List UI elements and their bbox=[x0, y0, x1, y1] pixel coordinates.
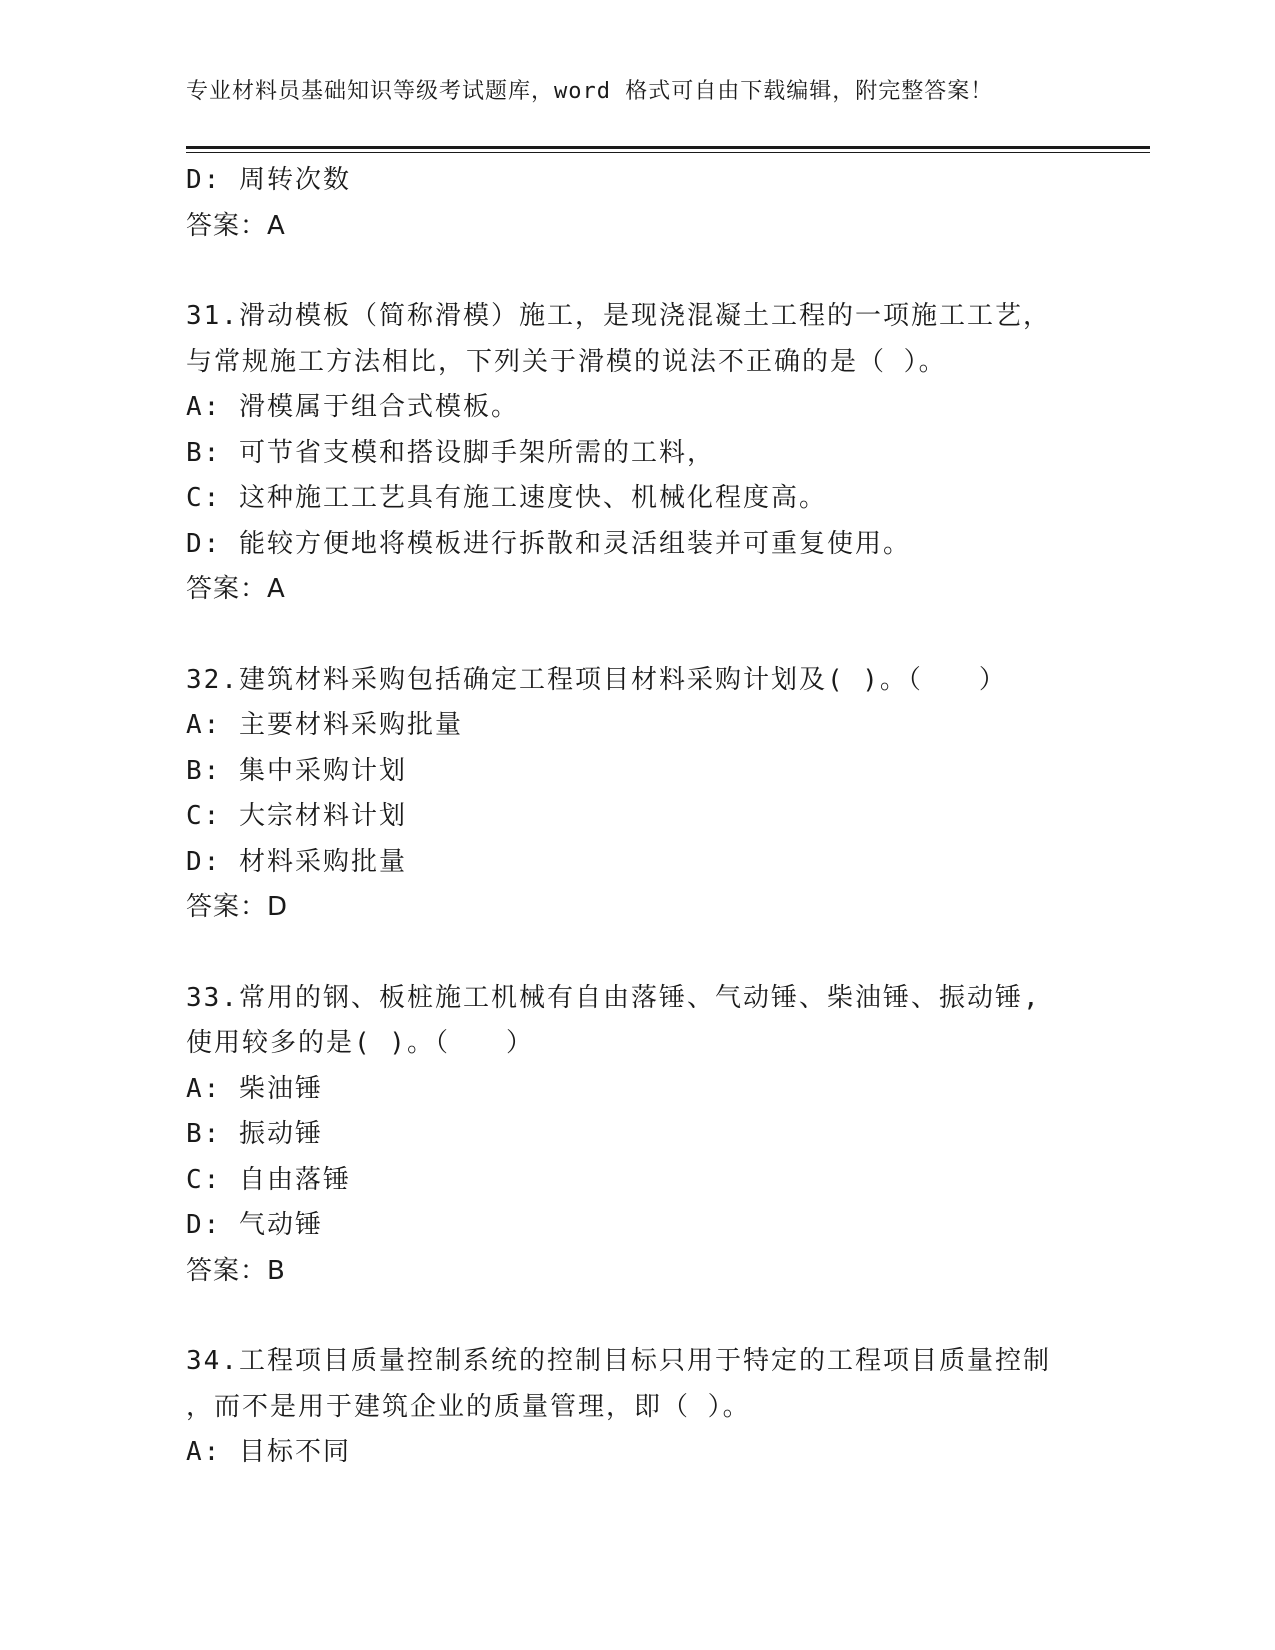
question-32 bbox=[186, 658, 1086, 931]
question-stem: 33.常用的钢、板桩施工机械有自由落锤、气动锤、柴油锤、振动锤, bbox=[186, 982, 1041, 1013]
answer: 答案：A bbox=[186, 210, 286, 241]
question-33 bbox=[186, 976, 1086, 1295]
answer: 答案：D bbox=[186, 892, 289, 922]
option-d: D: 气动锤 bbox=[186, 1210, 323, 1240]
option-a: A: 目标不同 bbox=[186, 1437, 351, 1467]
question-34 bbox=[186, 1339, 1086, 1476]
question-stem: 使用较多的是( )。（ ） bbox=[186, 1028, 534, 1058]
option-d: D: 材料采购批量 bbox=[186, 846, 407, 877]
option-a: A: 柴油锤 bbox=[186, 1073, 323, 1104]
answer: 答案：A bbox=[186, 574, 286, 604]
question-31 bbox=[186, 294, 1086, 613]
option-b: B: 振动锤 bbox=[186, 1119, 323, 1149]
option-c: C: 自由落锤 bbox=[186, 1164, 351, 1195]
option-a: A: 主要材料采购批量 bbox=[186, 710, 463, 740]
header-rule-thin bbox=[186, 152, 1150, 153]
question-stem: 与常规施工方法相比，下列关于滑模的说法不正确的是（ ）。 bbox=[186, 346, 947, 377]
question-30-tail bbox=[186, 158, 1086, 249]
question-list bbox=[186, 158, 1086, 1476]
option-c: C: 大宗材料计划 bbox=[186, 801, 407, 831]
question-stem: 34.工程项目质量控制系统的控制目标只用于特定的工程项目质量控制 bbox=[186, 1346, 1051, 1376]
option-d: D: 能较方便地将模板进行拆散和灵活组装并可重复使用。 bbox=[186, 528, 911, 559]
question-stem: ，而不是用于建筑企业的质量管理，即（ ）。 bbox=[186, 1391, 751, 1422]
option-c: C: 这种施工工艺具有施工速度快、机械化程度高。 bbox=[186, 483, 827, 513]
page-header: 专业材料员基础知识等级考试题库，word 格式可自由下载编辑，附完整答案！ bbox=[186, 79, 994, 104]
answer: 答案：B bbox=[186, 1255, 286, 1286]
header-rule-thick bbox=[186, 146, 1150, 149]
option-b: B: 可节省支模和搭设脚手架所需的工料， bbox=[186, 437, 715, 468]
option-b: B: 集中采购计划 bbox=[186, 755, 407, 786]
option-d: D: 周转次数 bbox=[186, 165, 351, 195]
question-stem: 32.建筑材料采购包括确定工程项目材料采购计划及( )。（ ） bbox=[186, 664, 1007, 695]
option-a: A: 滑模属于组合式模板。 bbox=[186, 392, 519, 422]
question-stem: 31.滑动模板（简称滑模）施工，是现浇混凝土工程的一项施工工艺， bbox=[186, 301, 1051, 331]
